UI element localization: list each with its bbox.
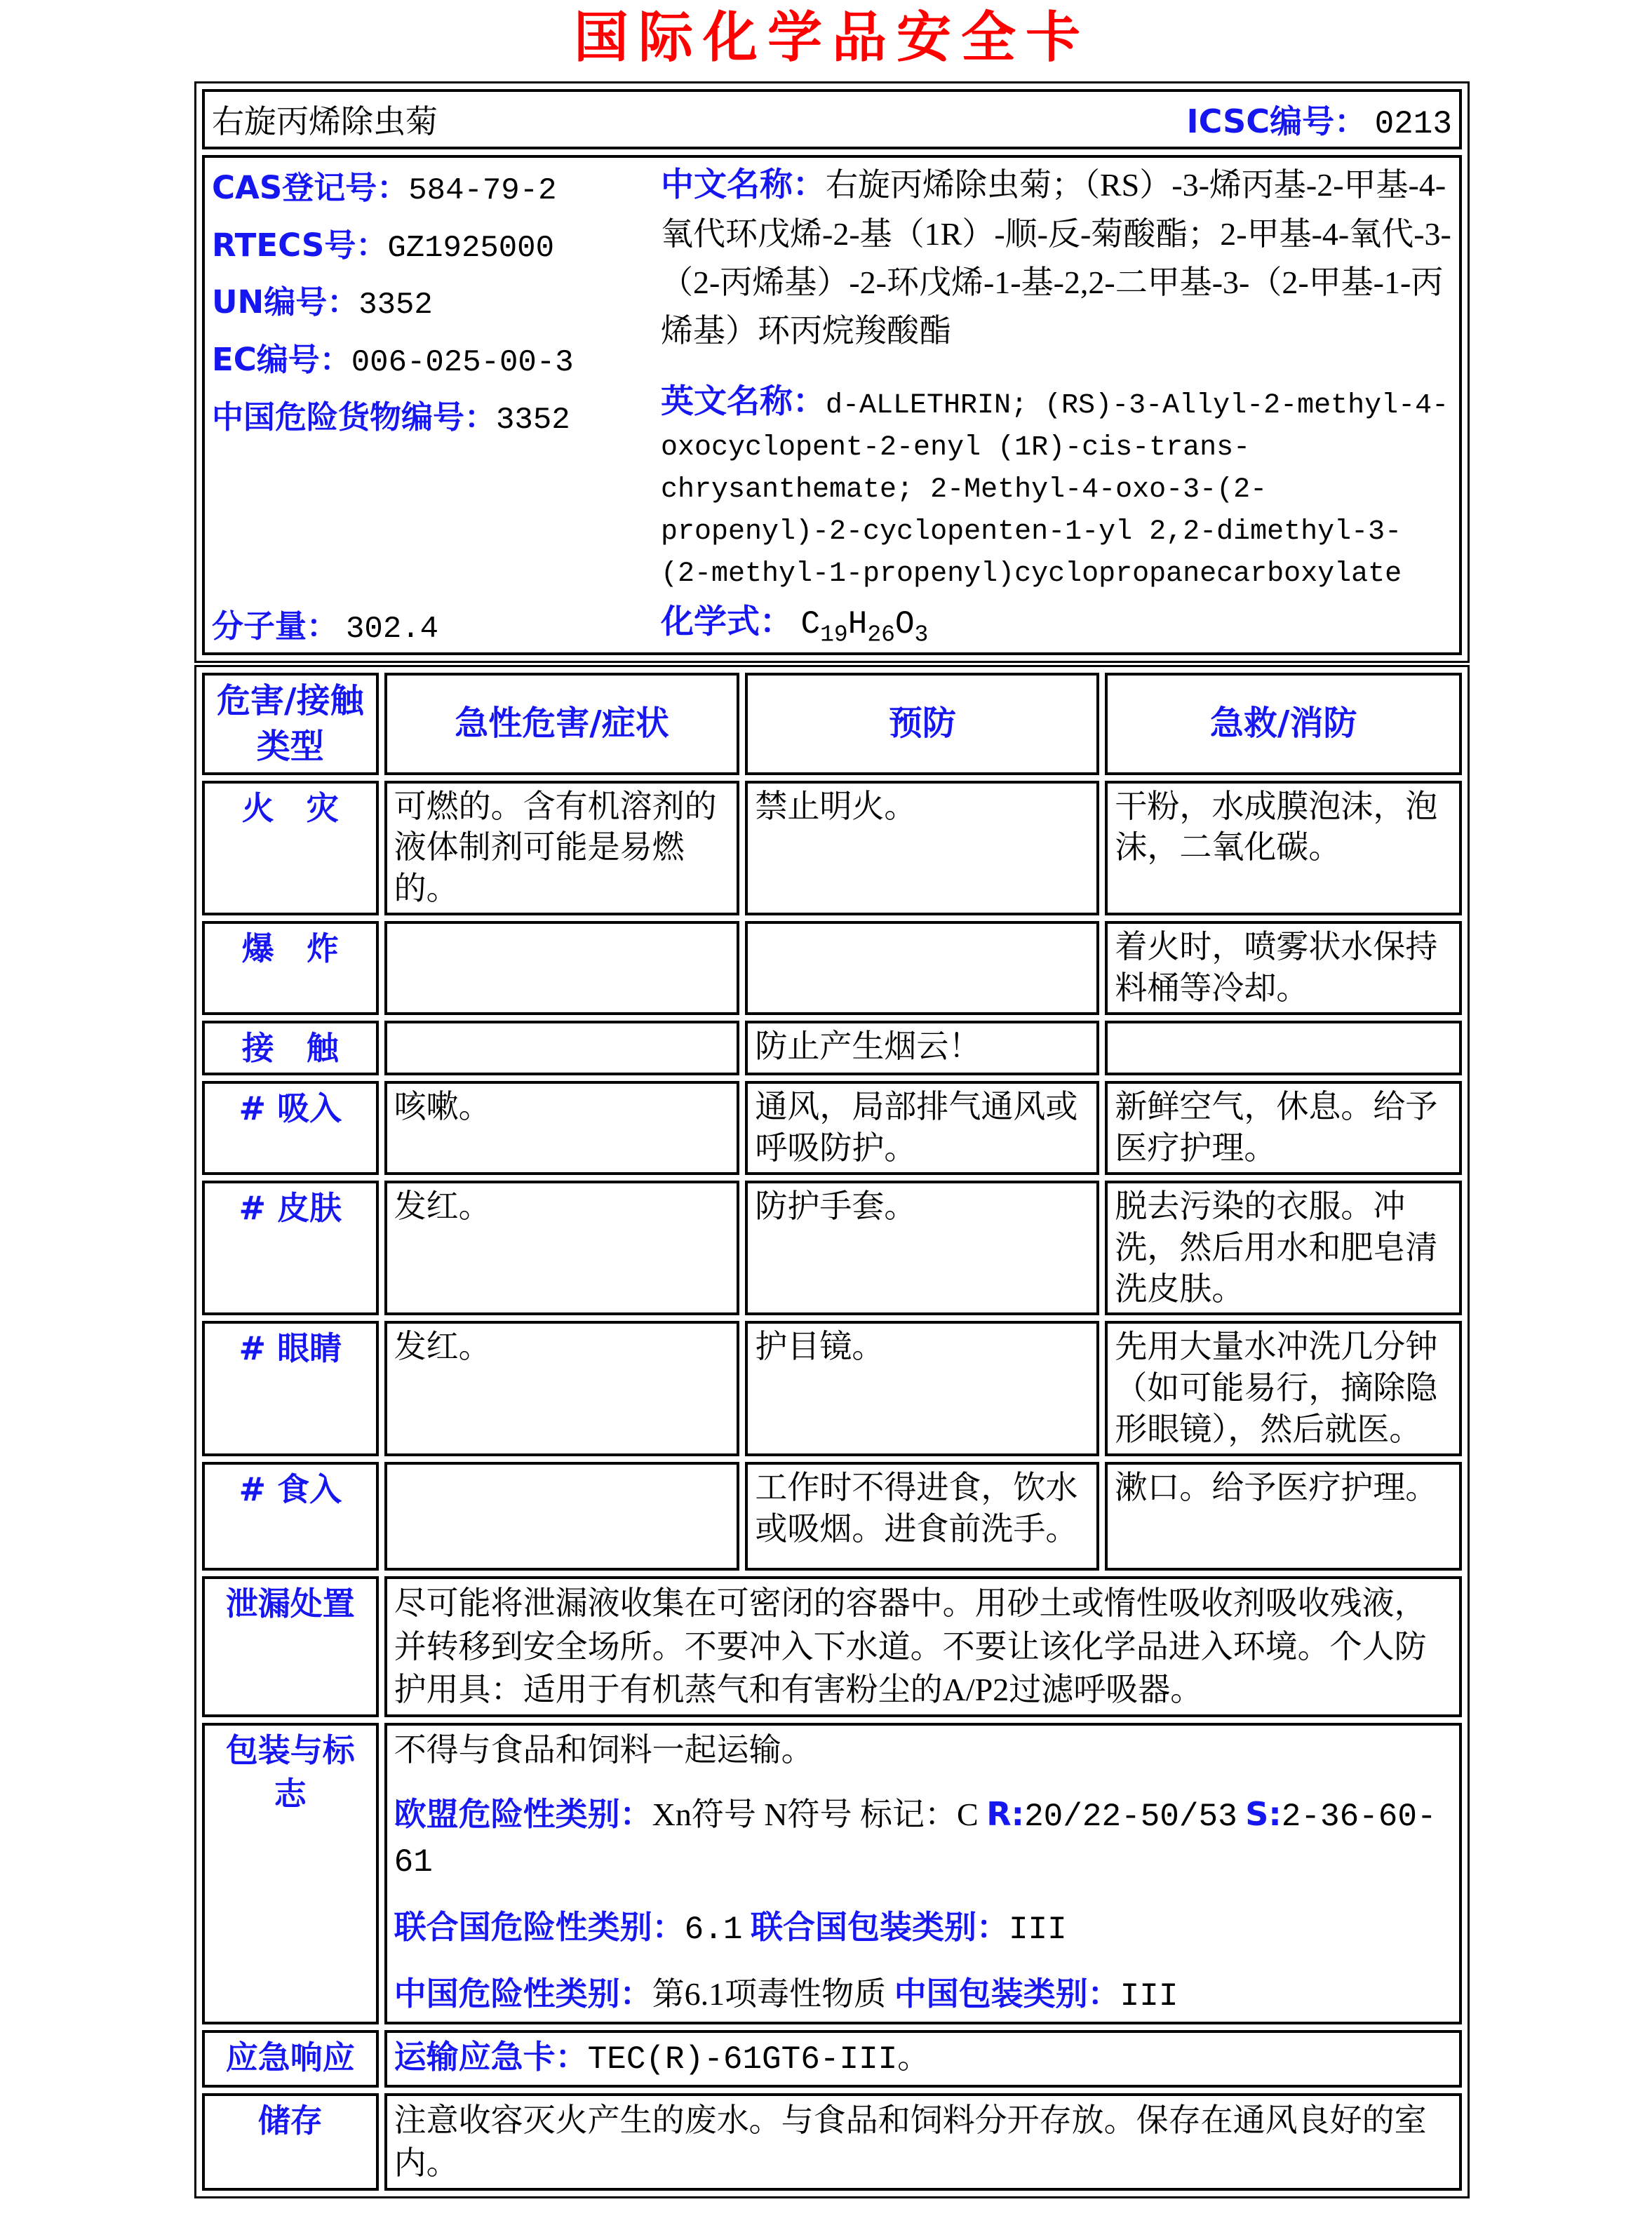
english-name-value: d-ALLETHRIN; (RS)-3-Allyl-2-methyl-4-oxocyclopent-2-enyl (1R)-cis-trans-chrysanthemate; 2-Methyl-4-oxo-3-(2-propenyl)-2-cyclopenten-1-yl 2,2-dimethyl-3-(2-methyl-1-propenyl)cyclopropanecarboxylate xyxy=(661,390,1449,591)
prevention-cell: 通风，局部排气通风或呼吸防护。 xyxy=(745,1081,1099,1175)
hazard-type-cell: # 皮肤 xyxy=(202,1181,379,1316)
hazard-table-header xyxy=(202,673,1462,775)
identifier-label: RTECS号： xyxy=(212,226,388,264)
hazard-row xyxy=(202,781,1462,916)
hazard-type-cell: # 吸入 xyxy=(202,1081,379,1175)
section-text-segment: 中国包装类别： xyxy=(894,1975,1120,2013)
section-paragraph xyxy=(394,2099,1452,2185)
section-text-segment: 注意收容灭火产生的废水。与食品和饲料分开存放。保存在通风良好的室内。 xyxy=(394,2102,1427,2182)
symptoms-cell: 发红。 xyxy=(384,1321,740,1456)
identifier-list xyxy=(212,161,661,447)
section-text-segment: 欧盟危险性类别： xyxy=(394,1794,652,1833)
section-label-cell: 包装与标志 xyxy=(202,1723,379,2024)
section-content-cell xyxy=(384,1723,1462,2024)
identification-row xyxy=(202,155,1462,655)
icsc-label: ICSC编号： xyxy=(1186,102,1367,140)
symptoms-cell: 发红。 xyxy=(384,1181,740,1316)
response-cell: 先用大量水冲洗几分钟（如可能易行，摘除隐形眼镜），然后就医。 xyxy=(1105,1321,1462,1456)
header-acute-symptoms: 急性危害/症状 xyxy=(384,673,740,775)
identifier-value: 584-79-2 xyxy=(408,173,557,208)
icsc-number-group xyxy=(1186,96,1452,142)
identifier-line xyxy=(212,275,661,333)
hazard-type-cell: 爆 炸 xyxy=(202,921,379,1015)
section-content-cell xyxy=(384,2030,1462,2088)
identifier-value: 3352 xyxy=(496,402,570,438)
identifier-label: CAS登记号： xyxy=(212,168,409,206)
section-text-segment: 不得与食品和饲料一起运输。 xyxy=(394,1731,814,1768)
identifier-line xyxy=(212,333,661,390)
symptoms-cell xyxy=(384,1462,740,1571)
hazard-row xyxy=(202,1021,1462,1075)
prevention-cell: 禁止明火。 xyxy=(745,781,1099,916)
section-row xyxy=(202,1723,1462,2024)
section-text-segment: III xyxy=(1008,1911,1067,1948)
header-first-aid: 急救/消防 xyxy=(1105,673,1462,775)
response-cell: 干粉，水成膜泡沫，泡沫，二氧化碳。 xyxy=(1105,781,1462,916)
symptoms-cell: 咳嗽。 xyxy=(384,1081,740,1175)
section-label-cell: 储存 xyxy=(202,2093,379,2191)
english-name-label: 英文名称： xyxy=(661,382,826,422)
chinese-name-paragraph xyxy=(661,161,1452,356)
formula-subscript: 26 xyxy=(867,622,895,648)
section-text-segment: 20/22-50/53 xyxy=(1024,1798,1237,1835)
names-column xyxy=(661,161,1452,650)
prevention-cell: 护目镜。 xyxy=(745,1321,1099,1456)
section-label-cell: 泄漏处置 xyxy=(202,1576,379,1717)
section-text-segment xyxy=(742,1909,751,1945)
molecular-weight-value: 302.4 xyxy=(346,611,439,647)
chemical-formula xyxy=(800,604,929,648)
identifier-label: 中国危险货物编号： xyxy=(212,398,497,436)
prevention-cell: 防止产生烟云！ xyxy=(745,1021,1099,1075)
hazard-rows xyxy=(202,781,1462,2191)
hazard-table xyxy=(194,665,1470,2198)
response-cell: 漱口。给予医疗护理。 xyxy=(1105,1462,1462,1571)
section-content-cell xyxy=(384,1576,1462,1717)
identifier-label: EC编号： xyxy=(212,340,351,378)
section-text-segment: 联合国包装类别： xyxy=(750,1907,1009,1946)
substance-header-row xyxy=(202,89,1462,149)
header-hazard-type: 危害/接触类型 xyxy=(202,673,379,775)
section-paragraph xyxy=(394,1793,1452,1885)
substance-name: 右旋丙烯除虫菊 xyxy=(212,103,438,140)
hazard-row xyxy=(202,921,1462,1015)
section-paragraph xyxy=(394,1582,1452,1712)
identifier-column xyxy=(212,161,661,650)
hazard-row xyxy=(202,1081,1462,1175)
section-text-segment xyxy=(979,1796,987,1832)
section-row xyxy=(202,1576,1462,1717)
section-text-segment: 运输应急卡： xyxy=(394,2038,588,2076)
identifier-line xyxy=(212,390,661,448)
identifier-line xyxy=(212,161,661,218)
prevention-cell: 防护手套。 xyxy=(745,1181,1099,1316)
hazard-type-cell: 火 灾 xyxy=(202,781,379,916)
prevention-cell xyxy=(745,921,1099,1015)
section-row xyxy=(202,2093,1462,2191)
formula-element: H xyxy=(847,606,868,643)
response-cell xyxy=(1105,1021,1462,1075)
english-name-paragraph xyxy=(661,377,1452,596)
molecular-weight-label: 分子量： xyxy=(212,607,339,645)
chinese-name-value: 右旋丙烯除虫菊；（RS）-3-烯丙基-2-甲基-4-氧代环戊烯-2-基（1R）-顺-反-菊酸酯；2-甲基-4-氧代-3-（2-丙烯基）-2-环戊烯-1-基-2,2-二甲基-3-（2-甲基-1-丙烯基）环丙烷羧酸酯 xyxy=(661,166,1451,349)
icsc-number: 0213 xyxy=(1374,105,1452,142)
hazard-row xyxy=(202,1321,1462,1456)
hazard-row xyxy=(202,1181,1462,1316)
section-content-cell xyxy=(384,2093,1462,2191)
section-paragraph xyxy=(394,1973,1452,2019)
hazard-row xyxy=(202,1462,1462,1571)
section-text-segment xyxy=(886,1976,894,2012)
section-text-segment: Xn符号 N符号 标记：C xyxy=(652,1796,979,1832)
response-cell: 新鲜空气，休息。给予医疗护理。 xyxy=(1105,1081,1462,1175)
molecular-weight-line xyxy=(212,600,661,650)
info-table xyxy=(194,81,1470,663)
section-text-segment: 尽可能将泄漏液收集在可密闭的容器中。用砂土或惰性吸收剂吸收残液，并转移到安全场所。不要冲入下水道。不要让该化学品进入环境。个人防护用具：适用于有机蒸气和有害粉尘的A/P2过滤呼吸器。 xyxy=(394,1585,1427,1708)
formula-subscript: 19 xyxy=(820,622,848,648)
response-cell: 脱去污染的衣服。冲洗，然后用水和肥皂清洗皮肤。 xyxy=(1105,1181,1462,1316)
chemical-formula-label: 化学式： xyxy=(661,603,793,642)
spacer xyxy=(212,447,661,600)
section-text-segment: TEC(R)-61GT6-III。 xyxy=(587,2041,930,2078)
page-title: 国际化学品安全卡 xyxy=(573,6,1090,69)
section-text-segment: 第6.1项毒性物质 xyxy=(652,1976,887,2013)
symptoms-cell xyxy=(384,921,740,1015)
identifier-label: UN编号： xyxy=(212,283,359,321)
identifier-line xyxy=(212,218,661,276)
chemical-formula-line xyxy=(661,596,1452,650)
header-prevention: 预防 xyxy=(745,673,1099,775)
section-text-segment: 2-36-60-61 xyxy=(394,1798,1437,1881)
section-text-segment: 6.1 xyxy=(684,1911,743,1948)
formula-subscript: 3 xyxy=(914,622,929,648)
formula-element: O xyxy=(894,606,915,643)
section-paragraph xyxy=(394,1906,1452,1952)
hazard-type-cell: # 眼睛 xyxy=(202,1321,379,1456)
chinese-name-label: 中文名称： xyxy=(661,165,826,204)
identifier-value: 006-025-00-3 xyxy=(351,344,574,380)
symptoms-cell: 可燃的。含有机溶剂的液体制剂可能是易燃的。 xyxy=(384,781,740,916)
section-text-segment: III xyxy=(1120,1978,1178,2015)
section-text-segment: S: xyxy=(1245,1794,1282,1833)
page xyxy=(194,0,1470,2198)
identifier-value: 3352 xyxy=(358,288,433,323)
formula-element: C xyxy=(800,606,821,643)
section-text-segment xyxy=(1237,1796,1246,1832)
hazard-type-cell: 接 触 xyxy=(202,1021,379,1075)
response-cell: 着火时，喷雾状水保持料桶等冷却。 xyxy=(1105,921,1462,1015)
identifier-value: GZ1925000 xyxy=(387,230,554,266)
symptoms-cell xyxy=(384,1021,740,1075)
section-text-segment: 中国危险性类别： xyxy=(394,1975,652,2013)
section-paragraph xyxy=(394,1728,1452,1772)
section-label-cell: 应急响应 xyxy=(202,2030,379,2088)
hazard-type-cell: # 食入 xyxy=(202,1462,379,1571)
section-row xyxy=(202,2030,1462,2088)
section-paragraph xyxy=(394,2036,1452,2082)
section-text-segment: R: xyxy=(986,1794,1025,1833)
section-text-segment: 联合国危险性类别： xyxy=(394,1907,685,1946)
prevention-cell: 工作时不得进食，饮水或吸烟。进食前洗手。 xyxy=(745,1462,1099,1571)
